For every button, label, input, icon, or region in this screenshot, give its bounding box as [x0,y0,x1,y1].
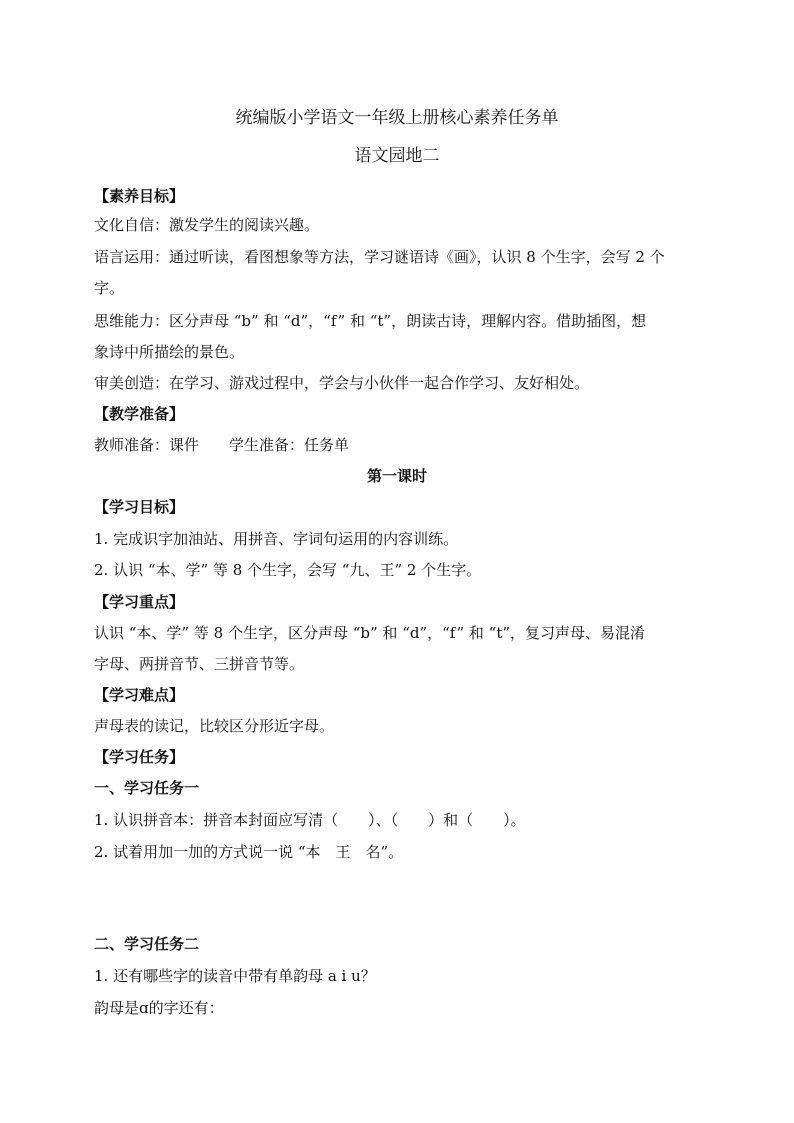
focus-heading: 【学习重点】 [94,593,185,611]
focus-line: 字母、两拼音节、三拼音节等。 [94,655,305,673]
document-title: 统编版小学语文一年级上册核心素养任务单 [235,108,559,128]
objective-item: 1. 完成识字加油站、用拼音、字词句运用的内容训练。 [94,530,459,548]
prep-text: 教师准备：课件 学生准备：任务单 [94,436,350,454]
task1-item: 1. 认识拼音本：拼音本封面应写清（ ）、（ ）和（ ）。 [94,811,526,829]
task2-item: 1. 还有哪些字的读音中带有单韵母 a i u？ [94,967,376,985]
task2-item: 韵母是ɑ的字还有： [94,999,224,1017]
difficulty-text: 声母表的读记，比较区分形近字母。 [94,717,335,735]
focus-line: 认识 “本、学” 等 8 个生字，区分声母 “b” 和 “d”，“f” 和 “t”，复习声母、易混淆 [94,624,646,642]
document-subtitle: 语文园地二 [354,146,440,166]
goal-line: 文化自信：激发学生的阅读兴趣。 [94,216,320,234]
lesson-heading: 第一课时 [366,467,427,485]
prep-heading: 【教学准备】 [94,405,185,423]
difficulty-heading: 【学习难点】 [94,686,185,704]
task2-heading: 二、学习任务二 [94,935,200,953]
task1-heading: 一、学习任务一 [94,779,200,797]
goals-heading: 【素养目标】 [94,187,185,205]
objective-item: 2. 认识 “本、学” 等 8 个生字，会写 “九、王” 2 个生字。 [94,561,482,579]
goal-line: 字。 [94,279,125,297]
goal-line: 审美创造：在学习、游戏过程中，学会与小伙伴一起合作学习、友好相处。 [94,374,590,392]
task1-item: 2. 试着用加一加的方式说一说 “本 王 名”。 [94,843,404,861]
goal-line: 象诗中所描绘的景色。 [94,343,245,361]
goal-line: 语言运用：通过听读，看图想象等方法，学习谜语诗《画》，认识 8 个生字，会写 2 个 [94,248,665,266]
tasks-heading: 【学习任务】 [94,748,185,766]
objectives-heading: 【学习目标】 [94,498,185,516]
goal-line: 思维能力：区分声母 “b” 和 “d”，“f” 和 “t”，朗读古诗，理解内容。借助插图，想 [94,312,647,330]
